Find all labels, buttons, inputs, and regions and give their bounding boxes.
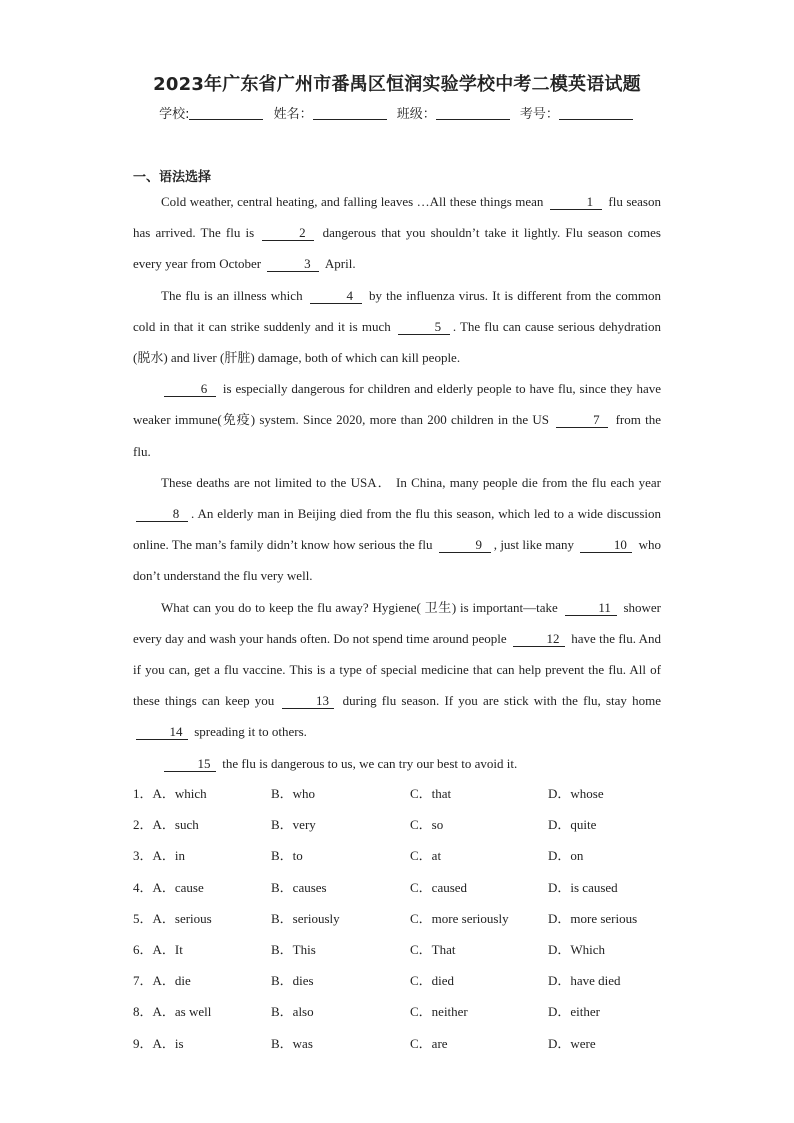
passage-paragraph: [133, 186, 661, 280]
option-1-B[interactable]: B．who: [271, 786, 316, 801]
option-9-D[interactable]: D．were: [548, 1035, 596, 1051]
class-blank[interactable]: [436, 107, 510, 120]
passage-paragraph: [133, 748, 661, 779]
passage-text: What can you do to keep the flu away? Hygiene( 卫生) is important—take: [161, 599, 562, 615]
option-5-B[interactable]: B．seriously: [271, 910, 340, 926]
blank-6[interactable]: 6: [164, 382, 216, 397]
blank-9[interactable]: 9: [439, 538, 491, 553]
question-3-options: [133, 840, 693, 871]
option-2-D[interactable]: D．quite: [548, 817, 597, 833]
question-9-options: [133, 1028, 693, 1059]
option-8-D[interactable]: D．either: [548, 1004, 600, 1020]
option-7-B[interactable]: B．dies: [271, 973, 314, 989]
option-7-C[interactable]: C．died: [410, 973, 455, 989]
passage-text: by the influenza virus. It is different from the common cold in that it can strike suddenly and it is much: [133, 287, 661, 334]
option-7-D[interactable]: D．have died: [548, 973, 621, 989]
option-1-D[interactable]: D．whose: [548, 786, 604, 801]
passage-text: who don’t understand the flu very well.: [133, 537, 661, 584]
option-9-A[interactable]: 9．A．is: [133, 1035, 184, 1051]
blank-11[interactable]: 11: [565, 601, 617, 616]
passage-text: spreading it to others.: [191, 724, 307, 740]
passage-paragraph: [133, 373, 661, 467]
question-5-options: [133, 903, 693, 934]
passage-text: These deaths are not limited to the USA． In China, many people die from the flu each year: [161, 474, 661, 490]
passage-text: . An elderly man in Beijing died from the flu this season, which led to a wide discussion online. The man’s family didn’t know how serious the flu: [133, 506, 661, 553]
blank-3[interactable]: 3: [267, 257, 319, 272]
question-6-options: [133, 934, 693, 965]
passage-text: dangerous that you shouldn’t take it lightly. Flu season comes every year from October: [133, 225, 661, 272]
question-7-options: [133, 965, 693, 996]
student-info-line: [0, 103, 794, 122]
name-blank[interactable]: [313, 107, 387, 120]
passage-text: is especially dangerous for children and elderly people to have flu, since they have weaker immune(免疫) system. Since 2020, more than 200 children in the US: [133, 381, 661, 428]
option-8-A[interactable]: 8．A．as well: [133, 1004, 212, 1020]
option-1-A[interactable]: 1．A．which: [133, 786, 207, 801]
passage-text: flu season has arrived. The flu is: [133, 194, 661, 241]
option-6-A[interactable]: 6．A．It: [133, 941, 183, 957]
class-label: 班级：: [396, 107, 436, 122]
number-blank[interactable]: [559, 107, 633, 120]
blank-13[interactable]: 13: [282, 694, 334, 709]
option-4-D[interactable]: D．is caused: [548, 879, 618, 895]
option-6-D[interactable]: D．Which: [548, 941, 606, 957]
blank-2[interactable]: 2: [262, 226, 314, 241]
answer-options: [133, 778, 693, 1059]
question-8-options: [133, 996, 693, 1027]
option-7-A[interactable]: 7．A．die: [133, 973, 191, 989]
passage-paragraph: [133, 467, 661, 592]
passage-text: shower every day and wash your hands often. Do not spend time around people: [133, 599, 662, 646]
exam-title: 2023年广东省广州市番禺区恒润实验学校中考二模英语试题: [153, 74, 641, 95]
option-3-A[interactable]: 3．A．in: [133, 848, 186, 864]
school-label: 学校:: [159, 107, 190, 122]
name-label: 姓名：: [273, 107, 313, 122]
option-5-A[interactable]: 5．A．serious: [133, 910, 212, 926]
blank-7[interactable]: 7: [556, 413, 608, 428]
option-2-B[interactable]: B．very: [271, 817, 316, 833]
option-6-B[interactable]: B．This: [271, 941, 316, 957]
question-2-options: [133, 809, 693, 840]
option-3-C[interactable]: C．at: [410, 848, 442, 864]
passage-paragraph: [133, 592, 661, 748]
question-1-options: [133, 778, 693, 809]
blank-4[interactable]: 4: [310, 289, 362, 304]
option-4-C[interactable]: C．caused: [410, 879, 468, 895]
option-4-A[interactable]: 4．A．cause: [133, 879, 204, 895]
passage-text: April.: [322, 256, 356, 272]
passage-text: , just like many: [493, 537, 578, 553]
option-8-B[interactable]: B．also: [271, 1004, 314, 1020]
section-heading: 一、语法选择: [133, 170, 212, 185]
blank-5[interactable]: 5: [398, 320, 450, 335]
passage-text: Cold weather, central heating, and falling leaves …All these things mean: [161, 194, 547, 209]
passage-paragraph: [133, 280, 661, 374]
option-3-D[interactable]: D．on: [548, 848, 584, 864]
question-4-options: [133, 872, 693, 903]
passage-text: . The flu can cause serious dehydration (脱水) and liver (肝脏) damage, both of which can kill people.: [133, 318, 662, 366]
passage-text: during flu season. If you are stick with the flu, stay home: [337, 693, 661, 709]
blank-10[interactable]: 10: [580, 538, 632, 553]
option-1-C[interactable]: C．that: [410, 786, 452, 801]
option-6-C[interactable]: C．That: [410, 941, 456, 957]
option-2-C[interactable]: C．so: [410, 817, 444, 833]
passage-text: have the flu. And if you can, get a flu vaccine. This is a type of special medicine that can help prevent the flu. All of these things can keep you: [133, 630, 661, 709]
school-blank[interactable]: [189, 107, 263, 120]
option-5-D[interactable]: D．more serious: [548, 910, 638, 926]
option-8-C[interactable]: C．neither: [410, 1004, 468, 1020]
option-5-C[interactable]: C．more seriously: [410, 910, 509, 926]
blank-14[interactable]: 14: [136, 725, 188, 740]
blank-1[interactable]: 1: [550, 195, 602, 210]
option-9-C[interactable]: C．are: [410, 1035, 448, 1051]
option-4-B[interactable]: B．causes: [271, 879, 327, 895]
reading-passage: [133, 186, 661, 779]
passage-text: from the flu.: [133, 412, 661, 459]
blank-12[interactable]: 12: [513, 632, 565, 647]
number-label: 考号：: [519, 107, 559, 122]
option-9-B[interactable]: B．was: [271, 1035, 313, 1051]
passage-text: The flu is an illness which: [161, 287, 307, 303]
passage-text: the flu is dangerous to us, we can try our best to avoid it.: [219, 755, 518, 771]
option-3-B[interactable]: B．to: [271, 848, 303, 864]
blank-8[interactable]: 8: [136, 507, 188, 522]
blank-15[interactable]: 15: [164, 757, 216, 772]
option-2-A[interactable]: 2．A．such: [133, 817, 199, 833]
